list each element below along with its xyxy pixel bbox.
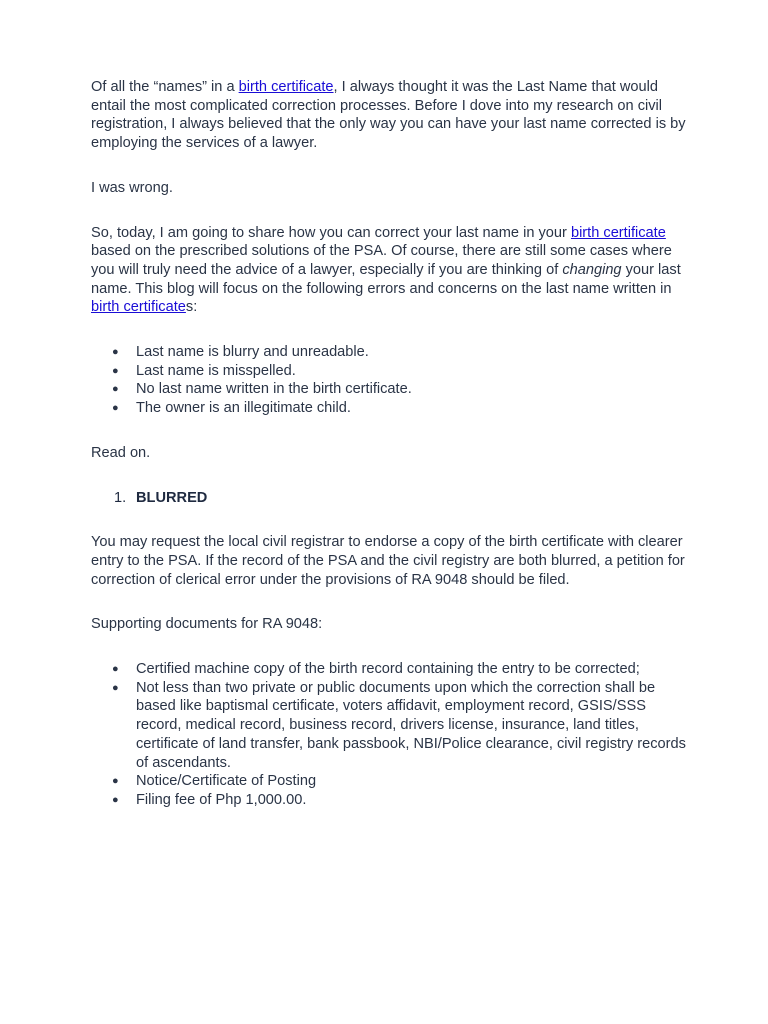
intro-text-start: Of all the “names” in a	[91, 79, 239, 95]
list-item-text: Last name is blurry and unreadable.	[136, 344, 369, 361]
list-item	[91, 679, 691, 773]
share-text-2: based on the prescribed solutions of the PSA. Of course, there are still some cases where you will truly need the advice of a lawyer, especially if you are thinking of	[91, 243, 672, 278]
bullet-icon: ●	[112, 793, 119, 806]
list-item	[91, 772, 691, 791]
documents-list	[91, 660, 691, 810]
concerns-list	[91, 343, 691, 418]
section-title: BLURRED	[136, 489, 208, 506]
list-item-text: No last name written in the birth certificate.	[136, 381, 412, 398]
bullet-icon: ●	[112, 775, 119, 788]
changing-emphasis: changing	[562, 261, 622, 278]
blurred-paragraph: You may request the local civil registrar to endorse a copy of the birth certificate with clearer entry to the PSA. If the record of the PSA and the civil registry are both blurred, a petition for correction of clerical error under the provisions of RA 9048 should be filed.	[91, 534, 685, 588]
intro-paragraph	[91, 78, 691, 153]
share-text-3: your last name. This blog will focus on the following errors and concerns on the last name written in	[91, 261, 681, 297]
intro-text-end: , I always thought it was the Last Name that would entail the most complicated correction processes. Before I dove into my research on civil registration, I always believed that the only way you can have your last name corrected is by employing the services of a lawyer.	[91, 79, 686, 152]
supporting-docs-heading: Supporting documents for RA 9048:	[91, 616, 323, 633]
list-item	[91, 362, 691, 381]
list-item-text: Last name is misspelled.	[136, 362, 296, 379]
bullet-icon: ●	[112, 663, 119, 676]
list-item	[91, 791, 691, 810]
list-item-text: Certified machine copy of the birth record containing the entry to be corrected;	[136, 661, 640, 678]
list-item	[91, 380, 691, 399]
share-text-4: s:	[185, 299, 198, 316]
birth-certificate-link-2[interactable]: birth certificate	[570, 224, 666, 241]
list-item-text: Filing fee of Php 1,000.00.	[136, 791, 307, 808]
birth-certificate-link-3[interactable]: birth certificate	[91, 299, 186, 316]
bullet-icon: ●	[112, 346, 119, 359]
list-item	[91, 399, 691, 418]
bullet-icon: ●	[112, 383, 119, 396]
wrong-paragraph: I was wrong.	[91, 179, 173, 196]
bullet-icon: ●	[112, 364, 119, 377]
section-number: 1.	[114, 489, 127, 506]
bullet-icon: ●	[112, 681, 119, 694]
list-item-text: Not less than two private or public documents upon which the correction shall be based like baptismal certificate, voters affidavit, employment record, GSIS/SSS record, medical record, business record, drivers license, insurance, land titles, certificate of land transfer, bank passbook, NBI/Police clearance, civil registry records of ascendants.	[136, 679, 686, 771]
list-item	[91, 660, 691, 679]
list-item-text: The owner is an illegitimate child.	[136, 400, 351, 417]
bullet-icon: ●	[112, 402, 119, 415]
section-heading-list	[91, 489, 691, 508]
list-item-text: Notice/Certificate of Posting	[136, 773, 317, 790]
birth-certificate-link[interactable]: birth certificate	[238, 79, 334, 95]
section-heading	[91, 489, 691, 508]
share-text-1: So, today, I am going to share how you can correct your last name in your	[91, 224, 571, 241]
share-paragraph	[91, 224, 691, 318]
read-on-paragraph: Read on.	[91, 444, 151, 461]
list-item	[91, 343, 691, 362]
document-body	[91, 78, 691, 836]
